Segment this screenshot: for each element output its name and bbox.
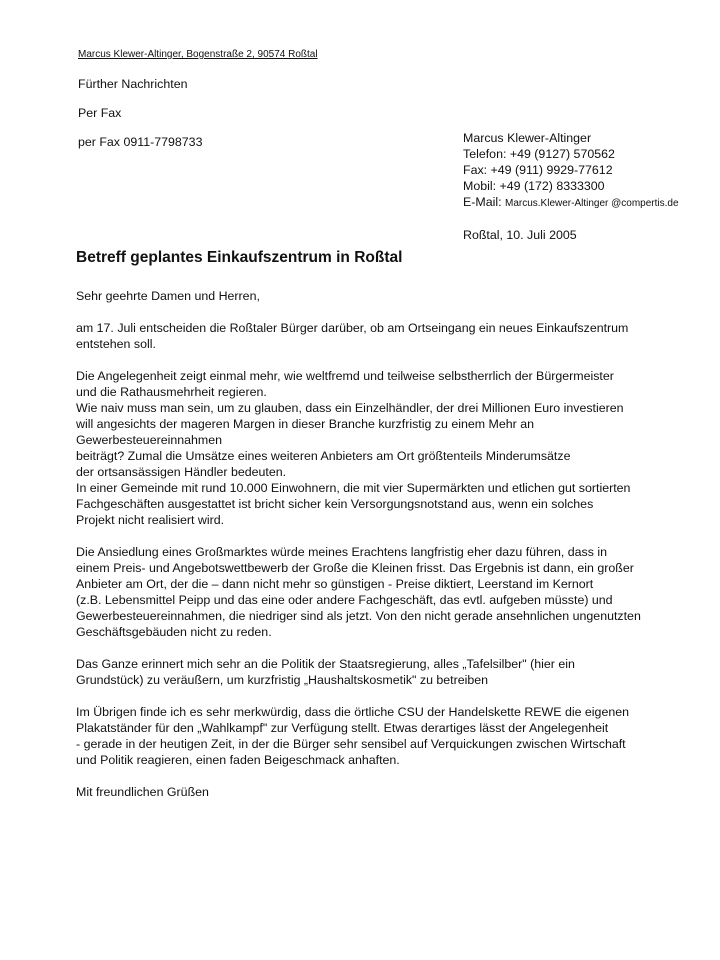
paragraph-1: am 17. Juli entscheiden die Roßtaler Bürger darüber, ob am Ortseingang ein neues Einkaufszentrum entstehen soll. <box>76 321 629 351</box>
recipient-fax-line: per Fax 0911-7798733 <box>78 135 203 149</box>
paragraph-2: Die Angelegenheit zeigt einmal mehr, wie weltfremd und teilweise selbstherrlich der Bürgermeister und die Rathausmehrheit regieren. Wie naiv muss man sein, um zu glauben, dass ein Einzelhändler, der drei Millionen Euro investieren will angesichts der mageren Margen in dieser Branche kurzfristig zu einem Mehr an Gewerbesteuereinnahmen beiträgt? Zumal die Umsätze eines weiteren Anbieters am Ort größtenteils Minderumsätze der ortsansässigen Händler bedeuten. In einer Gemeinde mit rund 10.000 Einwohnern, die mit vier Supermärkten und etlichen gut sortierten Fachgeschäften ausgestattet ist bricht sicher kein Versorgungsnotstand aus, wenn ein solches Projekt nicht realisiert wird. <box>76 369 631 527</box>
place-date: Roßtal, 10. Juli 2005 <box>463 228 577 242</box>
sender-address-line: Marcus Klewer-Altinger, Bogenstraße 2, 90574 Roßtal <box>78 49 318 60</box>
recipient-line-1: Fürther Nachrichten <box>78 77 188 91</box>
salutation: Sehr geehrte Damen und Herren, <box>76 289 260 303</box>
contact-email <box>463 194 679 212</box>
email-address: Marcus.Klewer-Altinger @compertis.de <box>505 198 679 209</box>
paragraph-5: Im Übrigen finde ich es sehr merkwürdig, dass die örtliche CSU der Handelskette REWE die eigenen Plakatständer für den „Wahlkampf" zur Verfügung stellt. Etwas derartiges lässt der Angelegenheit - gerade in der heutigen Zeit, in der die Bürger sehr sensibel auf Verquickungen zwischen Wirtschaft und Politik reagieren, einen faden Beigeschmack anhaften. <box>76 705 630 767</box>
subject-heading: Betreff geplantes Einkaufszentrum in Roßtal <box>76 249 403 266</box>
contact-fax: Fax: +49 (911) 9929-77612 <box>463 163 613 177</box>
contact-name: Marcus Klewer-Altinger <box>463 131 592 145</box>
email-label: E-Mail: <box>463 195 505 209</box>
paragraph-4: Das Ganze erinnert mich sehr an die Politik der Staatsregierung, alles „Tafelsilber" (hier ein Grundstück) zu veräußern, um kurzfristig „Haushaltskosmetik" zu betreiben <box>76 657 575 687</box>
recipient-line-2: Per Fax <box>78 106 122 120</box>
contact-block <box>463 130 679 212</box>
closing: Mit freundlichen Grüßen <box>76 785 209 799</box>
letter-body <box>76 288 696 816</box>
paragraph-3: Die Ansiedlung eines Großmarktes würde meines Erachtens langfristig eher dazu führen, dass in einem Preis- und Angebotswettbewerb der Große die Kleinen frisst. Das Ergebnis ist dann, ein großer Anbieter am Ort, der die – dann nicht mehr so günstigen - Preise diktiert, Leerstand im Kernort (z.B. Lebensmittel Peipp und das eine oder andere Fachgeschäft, das evtl. aufgeben müsste) und Gewerbesteuereinnahmen, die niedriger sind als jetzt. Von den nicht gerade ansehnlichen ungenutzten Geschäftsgebäuden nicht zu reden. <box>76 545 641 639</box>
contact-phone: Telefon: +49 (9127) 570562 <box>463 147 615 161</box>
contact-mobile: Mobil: +49 (172) 8333300 <box>463 179 605 193</box>
